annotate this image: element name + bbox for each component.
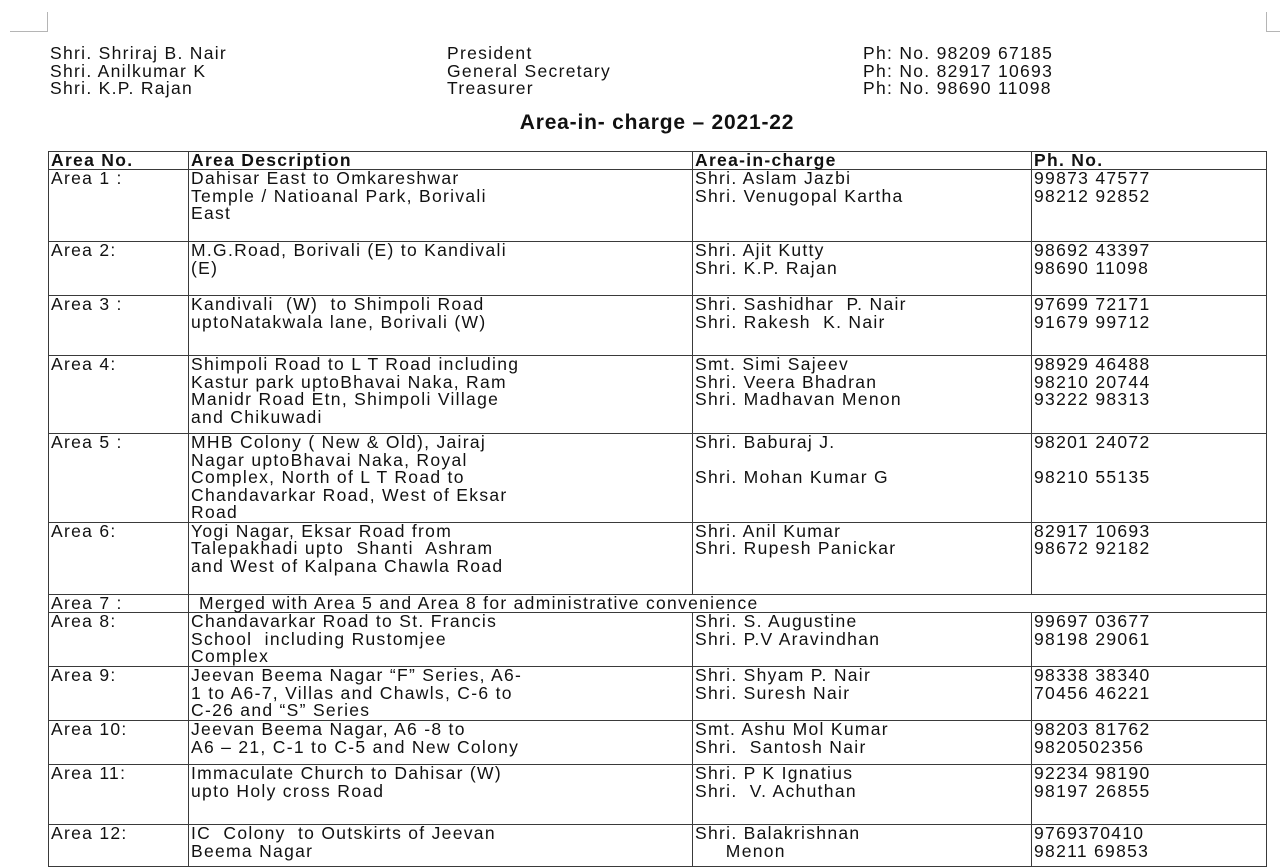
area-number-cell: Area 5 :	[49, 434, 189, 523]
in-charge-name: Shri. Rupesh Panickar	[695, 538, 897, 558]
officer-role: President	[447, 43, 533, 63]
phone-number: 98210 55135	[1034, 467, 1151, 487]
table-row	[49, 765, 1267, 825]
phone-number: 98690 11098	[1034, 257, 1150, 278]
table-row	[49, 825, 1267, 867]
area-number-cell: Area 2:	[49, 242, 189, 296]
phone-number-cell	[1032, 522, 1267, 594]
table-row	[49, 434, 1267, 523]
table-row	[49, 667, 1267, 721]
officer-phone: Ph: No. 82917 10693	[863, 60, 1054, 81]
in-charge-name: Shri. Suresh Nair	[695, 682, 851, 703]
description-line: Shimpoli Road to L T Road including	[191, 354, 520, 374]
in-charge-name: Shri. P.V Aravindhan	[695, 628, 881, 649]
description-line: Kandivali (W) to Shimpoli Road	[191, 294, 485, 314]
officer-role: Treasurer	[447, 78, 534, 98]
phone-number: 98197 26855	[1034, 780, 1151, 801]
table-body	[49, 170, 1267, 867]
in-charge-name: Shri. Sashidhar P. Nair	[695, 294, 907, 314]
description-line: Yogi Nagar, Eksar Road from	[191, 520, 453, 541]
phone-number-cell	[1032, 667, 1267, 721]
in-charge-name: Shri. Anil Kumar	[695, 520, 842, 541]
officer-row	[50, 60, 1230, 81]
table-row	[49, 594, 1267, 613]
in-charge-name: Shri. Veera Bhadran	[695, 371, 878, 392]
in-charge-name: Shri. Shyam P. Nair	[695, 665, 872, 685]
description-line: Complex	[191, 646, 270, 666]
in-charge-name: Shri. S. Augustine	[695, 611, 858, 631]
in-charge-name: Shri. Venugopal Kartha	[695, 185, 904, 206]
description-line: Road	[191, 502, 239, 522]
phone-number-cell	[1032, 242, 1267, 296]
description-line: Immaculate Church to Dahisar (W)	[191, 763, 502, 783]
area-description-cell	[189, 825, 693, 867]
phone-number: 97699 72171	[1034, 294, 1151, 314]
description-line: upto Holy cross Road	[191, 780, 385, 801]
phone-number: 98203 81762	[1034, 719, 1151, 739]
officer-row	[50, 45, 1230, 63]
in-charge-name: Shri. Baburaj J.	[695, 432, 836, 452]
phone-number-cell	[1032, 765, 1267, 825]
description-line: IC Colony to Outskirts of Jeevan	[191, 823, 496, 843]
in-charge-name: Shri. Santosh Nair	[695, 736, 867, 757]
table-row	[49, 170, 1267, 242]
description-line: School including Rustomjee	[191, 628, 447, 649]
officer-name: Shri. K.P. Rajan	[50, 78, 194, 98]
area-number-cell: Area 9:	[49, 667, 189, 721]
phone-number: 9769370410	[1034, 823, 1145, 843]
area-number-cell: Area 10:	[49, 721, 189, 765]
description-line: East	[191, 203, 232, 223]
office-bearers-list	[50, 45, 1230, 98]
in-charge-name: Menon	[695, 840, 786, 861]
area-in-charge-cell	[693, 434, 1032, 523]
area-in-charge-cell	[693, 721, 1032, 765]
phone-number-cell	[1032, 356, 1267, 434]
description-line: and West of Kalpana Chawla Road	[191, 555, 504, 576]
phone-number-cell	[1032, 613, 1267, 667]
table-row	[49, 242, 1267, 296]
area-number-cell: Area 8:	[49, 613, 189, 667]
area-number-cell: Area 12:	[49, 825, 189, 867]
area-description-cell	[189, 242, 693, 296]
area-description-cell	[189, 721, 693, 765]
description-line: and Chikuwadi	[191, 406, 323, 427]
phone-number: 98210 20744	[1034, 371, 1151, 392]
area-description-cell	[189, 296, 693, 356]
in-charge-name: Shri. Aslam Jazbi	[695, 168, 852, 188]
phone-number-cell	[1032, 825, 1267, 867]
in-charge-name: Smt. Simi Sajeev	[695, 354, 850, 374]
description-line: M.G.Road, Borivali (E) to Kandivali	[191, 240, 507, 260]
phone-number: 98338 38340	[1034, 665, 1151, 685]
description-line: Nagar uptoBhavai Naka, Royal	[191, 449, 468, 470]
phone-number: 98201 24072	[1034, 432, 1151, 452]
table-row	[49, 296, 1267, 356]
phone-number: 82917 10693	[1034, 520, 1151, 541]
phone-number: 98212 92852	[1034, 185, 1151, 206]
header-phone-no: Ph. No.	[1032, 152, 1267, 170]
area-number-cell: Area 1 :	[49, 170, 189, 242]
phone-number: 99697 03677	[1034, 611, 1151, 631]
area-number-cell: Area 4:	[49, 356, 189, 434]
area-in-charge-cell	[693, 356, 1032, 434]
table-row	[49, 356, 1267, 434]
page-corner-mark-right	[1266, 12, 1280, 32]
description-line: Temple / Natioanal Park, Borivali	[191, 185, 487, 206]
description-line: (E)	[191, 257, 219, 278]
area-number-cell: Area 6:	[49, 522, 189, 594]
in-charge-name: Shri. K.P. Rajan	[695, 257, 839, 278]
area-in-charge-cell	[693, 522, 1032, 594]
header-area-description: Area Description	[189, 152, 693, 170]
officer-phone: Ph: No. 98690 11098	[863, 78, 1052, 98]
area-in-charge-cell	[693, 825, 1032, 867]
merged-note-cell: Merged with Area 5 and Area 8 for administrative convenience	[189, 594, 1267, 613]
phone-number: 98692 43397	[1034, 240, 1151, 260]
page-heading	[0, 111, 1280, 135]
area-in-charge-cell	[693, 242, 1032, 296]
phone-number: 70456 46221	[1034, 682, 1151, 703]
in-charge-name: Shri. P K Ignatius	[695, 763, 854, 783]
description-line: A6 – 21, C-1 to C-5 and New Colony	[191, 736, 520, 757]
officer-role: General Secretary	[447, 60, 612, 81]
phone-number-cell	[1032, 721, 1267, 765]
description-line: Complex, North of L T Road to	[191, 467, 465, 487]
phone-number: 92234 98190	[1034, 763, 1151, 783]
area-in-charge-cell	[693, 667, 1032, 721]
phone-number: 98198 29061	[1034, 628, 1151, 649]
description-line: Chandavarkar Road to St. Francis	[191, 611, 498, 631]
officer-name: Shri. Anilkumar K	[50, 60, 207, 81]
header-area-in-charge: Area-in-charge	[693, 152, 1032, 170]
phone-number: 98211 69853	[1034, 840, 1150, 861]
phone-number-cell	[1032, 296, 1267, 356]
in-charge-name: Smt. Ashu Mol Kumar	[695, 719, 889, 739]
description-line: Kastur park uptoBhavai Naka, Ram	[191, 371, 507, 392]
officer-name: Shri. Shriraj B. Nair	[50, 43, 228, 63]
phone-number: 98929 46488	[1034, 354, 1151, 374]
area-description-cell	[189, 356, 693, 434]
description-line: Dahisar East to Omkareshwar	[191, 168, 460, 188]
in-charge-name: Shri. Mohan Kumar G	[695, 467, 889, 487]
phone-number: 98672 92182	[1034, 538, 1151, 558]
area-number-cell: Area 3 :	[49, 296, 189, 356]
area-in-charge-cell	[693, 613, 1032, 667]
area-number-cell: Area 7 :	[49, 594, 189, 613]
area-description-cell	[189, 170, 693, 242]
description-line: Beema Nagar	[191, 840, 314, 861]
table-row	[49, 522, 1267, 594]
in-charge-name: Shri. Ajit Kutty	[695, 240, 825, 260]
phone-number: 91679 99712	[1034, 311, 1151, 332]
description-line: Chandavarkar Road, West of Eksar	[191, 484, 508, 505]
description-line: Jeevan Beema Nagar “F” Series, A6-	[191, 665, 523, 685]
area-description-cell	[189, 613, 693, 667]
area-in-charge-cell	[693, 296, 1032, 356]
description-line: uptoNatakwala lane, Borivali (W)	[191, 311, 487, 332]
table-row	[49, 613, 1267, 667]
description-line: Jeevan Beema Nagar, A6 -8 to	[191, 719, 466, 739]
area-in-charge-table	[48, 151, 1267, 867]
description-line: MHB Colony ( New & Old), Jairaj	[191, 432, 487, 452]
phone-number: 93222 98313	[1034, 389, 1151, 409]
phone-number-cell	[1032, 170, 1267, 242]
in-charge-name: Shri. Madhavan Menon	[695, 389, 902, 409]
in-charge-name: Shri. V. Achuthan	[695, 780, 857, 801]
phone-number-cell	[1032, 434, 1267, 523]
description-line: Talepakhadi upto Shanti Ashram	[191, 538, 494, 558]
phone-number: 99873 47577	[1034, 168, 1151, 188]
officer-row	[50, 80, 1230, 98]
header-area-no: Area No.	[49, 152, 189, 170]
in-charge-name: Shri. Balakrishnan	[695, 823, 861, 843]
area-number-cell: Area 11:	[49, 765, 189, 825]
officer-phone: Ph: No. 98209 67185	[863, 43, 1054, 63]
area-description-cell	[189, 522, 693, 594]
area-description-cell	[189, 667, 693, 721]
area-in-charge-cell	[693, 765, 1032, 825]
area-description-cell	[189, 434, 693, 523]
area-description-cell	[189, 765, 693, 825]
phone-number: 9820502356	[1034, 736, 1145, 757]
table-row	[49, 721, 1267, 765]
description-line: Manidr Road Etn, Shimpoli Village	[191, 389, 500, 409]
heading-text: Area-in- charge – 2021-22	[519, 111, 795, 134]
page-corner-mark-left	[10, 12, 48, 32]
table-header-row	[49, 152, 1267, 170]
description-line: 1 to A6-7, Villas and Chawls, C-6 to	[191, 682, 513, 703]
area-in-charge-cell	[693, 170, 1032, 242]
description-line: C-26 and “S” Series	[191, 700, 371, 720]
in-charge-name: Shri. Rakesh K. Nair	[695, 311, 886, 332]
